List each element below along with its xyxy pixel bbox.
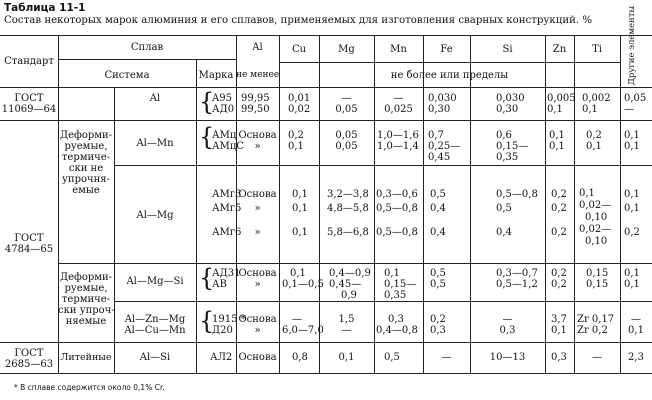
al-cell: Основа: [238, 352, 277, 363]
other-cell: 0,1 0,1: [624, 130, 640, 152]
header-si: Si: [502, 44, 513, 55]
system-al-mg-si: Al—Mg—Si: [126, 276, 184, 287]
header-system: Система: [104, 70, 150, 81]
system-al-mn: Al—Mn: [136, 138, 174, 149]
cu-cell: 0,8: [292, 352, 308, 363]
al-cell: Основа »: [238, 130, 277, 152]
ti-cell: —: [592, 352, 602, 363]
mn-cell: — 0,025: [384, 93, 413, 115]
ti-cell: 0,1 0,02— 0,10 0,02— 0,10: [579, 188, 612, 247]
brace-icon: {: [199, 123, 215, 151]
al-cell: 99,95 99,50: [241, 93, 270, 115]
mn-cell: 0,1 0,15— 0,35: [384, 268, 417, 301]
mn-cell: 0,3 0,4—0,8: [376, 314, 418, 336]
fe-cell: 0,7 0,25— 0,45: [428, 130, 461, 163]
si-cell: — 0,3: [499, 314, 516, 336]
cu-cell: 0,01 0,02: [288, 93, 311, 115]
fe-cell: 0,030 0,30: [428, 93, 457, 115]
grade-cell: АЛ2: [210, 352, 233, 363]
zn-cell: 0,1 0,1: [549, 130, 565, 152]
standard-gost-4784: ГОСТ 4784—65: [4, 233, 54, 255]
al-cell: Основа » »: [238, 189, 277, 238]
brace-icon: {: [199, 88, 215, 116]
cu-cell: 0,2 0,1: [288, 130, 304, 152]
header-ti: Ti: [592, 44, 602, 55]
group-deformable-non-hardened: Деформи- руемые, термиче- ски не упрочня- емые: [59, 130, 113, 196]
cu-cell: 0,1 0,1—0,5: [282, 268, 324, 290]
group-deformable-hardened: Деформи- руемые, термиче- ски упроч- няемые: [58, 272, 115, 327]
table-caption: Состав некоторых марок алюминия и его сплавов, применяемых для изготовления сварных конструкций. %: [4, 15, 593, 26]
system-al-mg: Al—Mg: [136, 210, 174, 221]
mn-cell: 0,5: [384, 352, 400, 363]
cu-cell: — 6,0—7,0: [282, 314, 324, 336]
header-other: Другие элементы: [627, 5, 637, 85]
zn-cell: 0,3: [551, 352, 567, 363]
header-zn: Zn: [552, 44, 567, 55]
brace-icon: {: [199, 307, 215, 335]
header-limits: не более или пределы: [390, 70, 509, 81]
system-al-zn-mg: Al—Zn—Mg: [124, 314, 186, 325]
mg-cell: 0,4—0,9 0,45— 0,9: [329, 268, 371, 301]
other-cell: 0,1 0,1 0,2: [624, 189, 640, 238]
header-alloy: Сплав: [130, 42, 164, 53]
brace-icon: {: [199, 264, 215, 292]
header-grade: Марка: [198, 70, 234, 81]
si-cell: 0,5—0,8 0,5 0,4: [496, 189, 538, 238]
si-cell: 0,6 0,15— 0,35: [496, 130, 529, 163]
header-al: Al: [252, 42, 263, 53]
al-cell: Основа »: [238, 314, 277, 336]
al-cell: Основа »: [238, 268, 277, 290]
fe-cell: —: [441, 352, 452, 363]
footnote: * В сплаве содержится около 0,1% Cr.: [14, 383, 165, 392]
zn-cell: 0,2 0,2 0,2: [551, 189, 567, 238]
si-cell: 10—13: [489, 352, 526, 363]
header-standard: Стандарт: [4, 56, 54, 67]
system-al: Al: [149, 93, 161, 104]
mg-cell: 3,2—3,8 4,8—5,8 5,8—6,8: [327, 189, 369, 238]
mg-cell: — 0,05: [335, 93, 358, 115]
system-al-si: Al—Si: [139, 352, 171, 363]
standard-gost-11069: ГОСТ 11069—64: [1, 93, 57, 115]
zn-cell: 0,2 0,2: [551, 268, 567, 290]
fe-cell: 0,5 0,4 0,4: [430, 189, 446, 238]
grade-cell: АМг3 АМг5 АМг6: [212, 189, 242, 238]
mn-cell: 0,3—0,6 0,5—0,8 0,5—0,8: [376, 189, 418, 238]
zn-cell: 0,005 0,1: [547, 93, 576, 115]
standard-gost-2685: ГОСТ 2685—63: [4, 348, 54, 370]
ti-cell: 0,15 0,15: [586, 268, 609, 290]
system-al-cu-mn: Al—Cu—Mn: [124, 325, 186, 336]
grade-cell: АМц АМцС: [212, 130, 244, 152]
grade-cell: 1915 * Д20: [212, 314, 246, 336]
header-al-sub: не менее: [236, 70, 280, 80]
fe-cell: 0,2 0,3: [430, 314, 446, 336]
other-cell: 2,3: [628, 352, 644, 363]
si-cell: 0,3—0,7 0,5—1,2: [496, 268, 538, 290]
ti-cell: 0,2 0,1: [586, 130, 602, 152]
mg-cell: 0,05 0,05: [335, 130, 358, 152]
table-title: Таблица 11-1: [4, 2, 86, 14]
header-cu: Cu: [291, 44, 307, 55]
mg-cell: 0,1: [338, 352, 355, 363]
fe-cell: 0,5 0,5: [430, 268, 446, 290]
grade-cell: АД31 АВ: [212, 268, 241, 290]
other-cell: 0,05 —: [624, 93, 647, 115]
header-mn: Mn: [390, 44, 407, 55]
header-fe: Fe: [440, 44, 453, 55]
mg-cell: 1,5 —: [338, 314, 355, 336]
header-mg: Mg: [338, 44, 355, 55]
zn-cell: 3,7 0,1: [551, 314, 567, 336]
si-cell: 0,030 0,30: [496, 93, 525, 115]
ti-cell: 0,002 0,1: [582, 93, 611, 115]
ti-cell: Zr 0,17 Zr 0,2: [577, 314, 615, 336]
other-cell: — 0,1: [628, 314, 644, 336]
grade-cell: A95 АД0: [212, 93, 235, 115]
cu-cell: 0,1 0,1 0,1: [292, 189, 308, 238]
group-cast: Литейные: [60, 352, 112, 363]
other-cell: 0,1 0,1: [624, 268, 640, 290]
mn-cell: 1,0—1,6 1,0—1,4: [377, 130, 419, 152]
